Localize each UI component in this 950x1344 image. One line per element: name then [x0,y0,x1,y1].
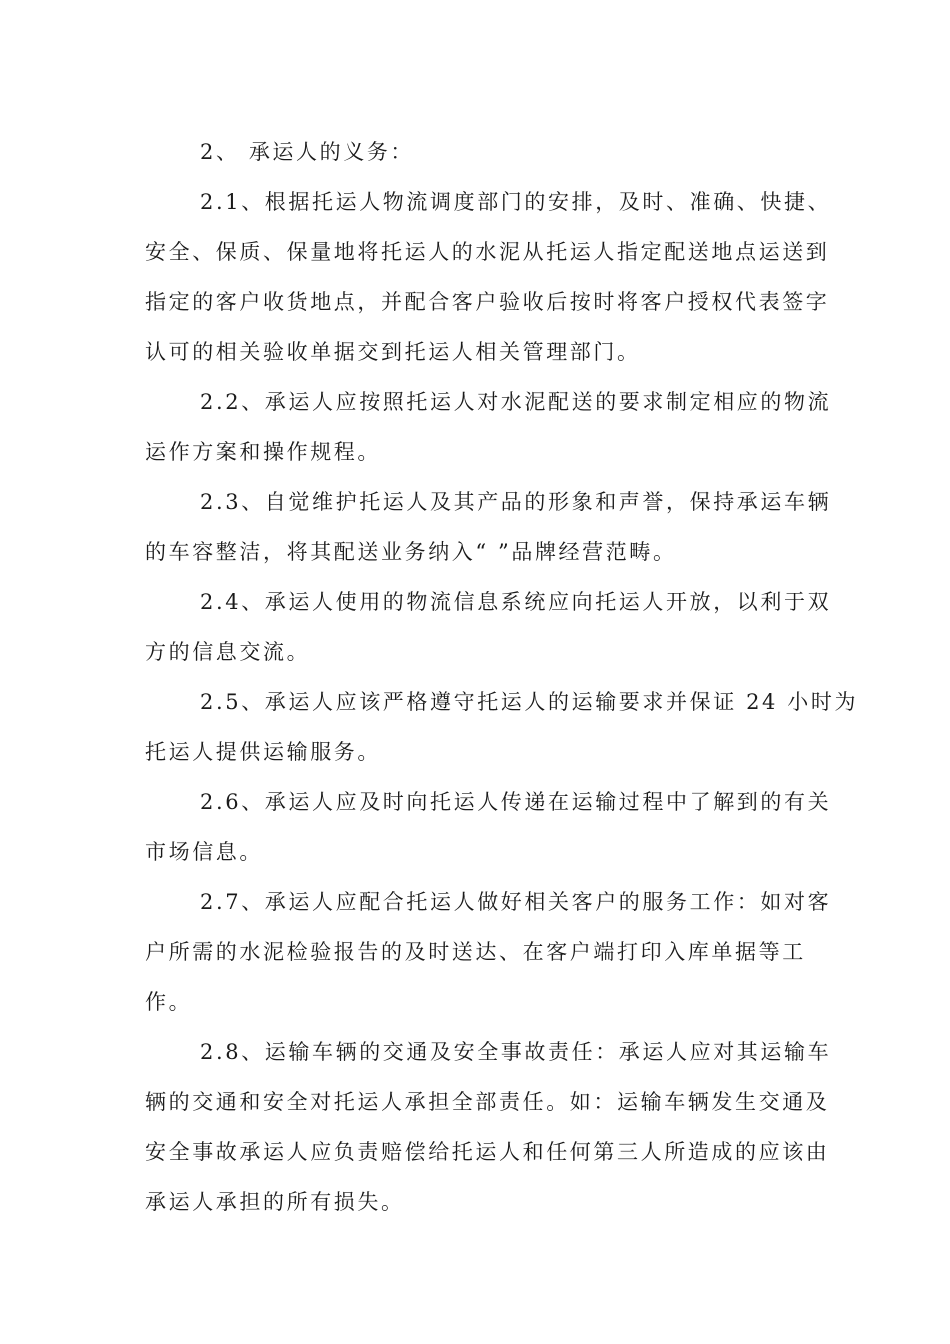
paragraph-2-7-line-2: 户所需的水泥检验报告的及时送达、在客户端打印入库单据等工 [145,940,806,964]
paragraph-2-6-line-1: 2.6、承运人应及时向托运人传递在运输过程中了解到的有关 [200,790,832,814]
paragraph-2-7-line-3: 作。 [145,990,193,1014]
paragraph-2-6-line-2: 市场信息。 [145,840,263,864]
paragraph-2-8-line-3: 安全事故承运人应负责赔偿给托运人和任何第三人所造成的应该由 [145,1140,830,1164]
paragraph-2-8-line-4: 承运人承担的所有损失。 [145,1190,405,1214]
paragraph-2-2-line-1: 2.2、承运人应按照托运人对水泥配送的要求制定相应的物流 [200,390,832,414]
paragraph-2-2-line-2: 运作方案和操作规程。 [145,440,381,464]
paragraph-2-4-line-1: 2.4、承运人使用的物流信息系统应向托运人开放，以利于双 [200,590,832,614]
paragraph-2-1-line-1: 2.1、根据托运人物流调度部门的安排，及时、准确、快捷、 [200,190,832,214]
paragraph-2-3-line-2: 的车容整洁，将其配送业务纳入“ ”品牌经营范畴。 [145,540,677,564]
paragraph-2-3-line-1: 2.3、自觉维护托运人及其产品的形象和声誉，保持承运车辆 [200,490,832,514]
paragraph-2-5-line-1: 2.5、承运人应该严格遵守托运人的运输要求并保证 24 小时为 [200,690,859,714]
paragraph-2-1-line-3: 指定的客户收货地点，并配合客户验收后按时将客户授权代表签字 [145,290,830,314]
paragraph-2-4-line-2: 方的信息交流。 [145,640,311,664]
paragraph-2-1-line-4: 认可的相关验收单据交到托运人相关管理部门。 [145,340,641,364]
paragraph-2-8-line-1: 2.8、运输车辆的交通及安全事故责任：承运人应对其运输车 [200,1040,832,1064]
paragraph-2-7-line-1: 2.7、承运人应配合托运人做好相关客户的服务工作：如对客 [200,890,832,914]
section-heading: 2、 承运人的义务： [200,140,415,164]
paragraph-2-5-line-2: 托运人提供运输服务。 [145,740,381,764]
paragraph-2-1-line-2: 安全、保质、保量地将托运人的水泥从托运人指定配送地点运送到 [145,240,830,264]
paragraph-2-8-line-2: 辆的交通和安全对托运人承担全部责任。如：运输车辆发生交通及 [145,1090,830,1114]
